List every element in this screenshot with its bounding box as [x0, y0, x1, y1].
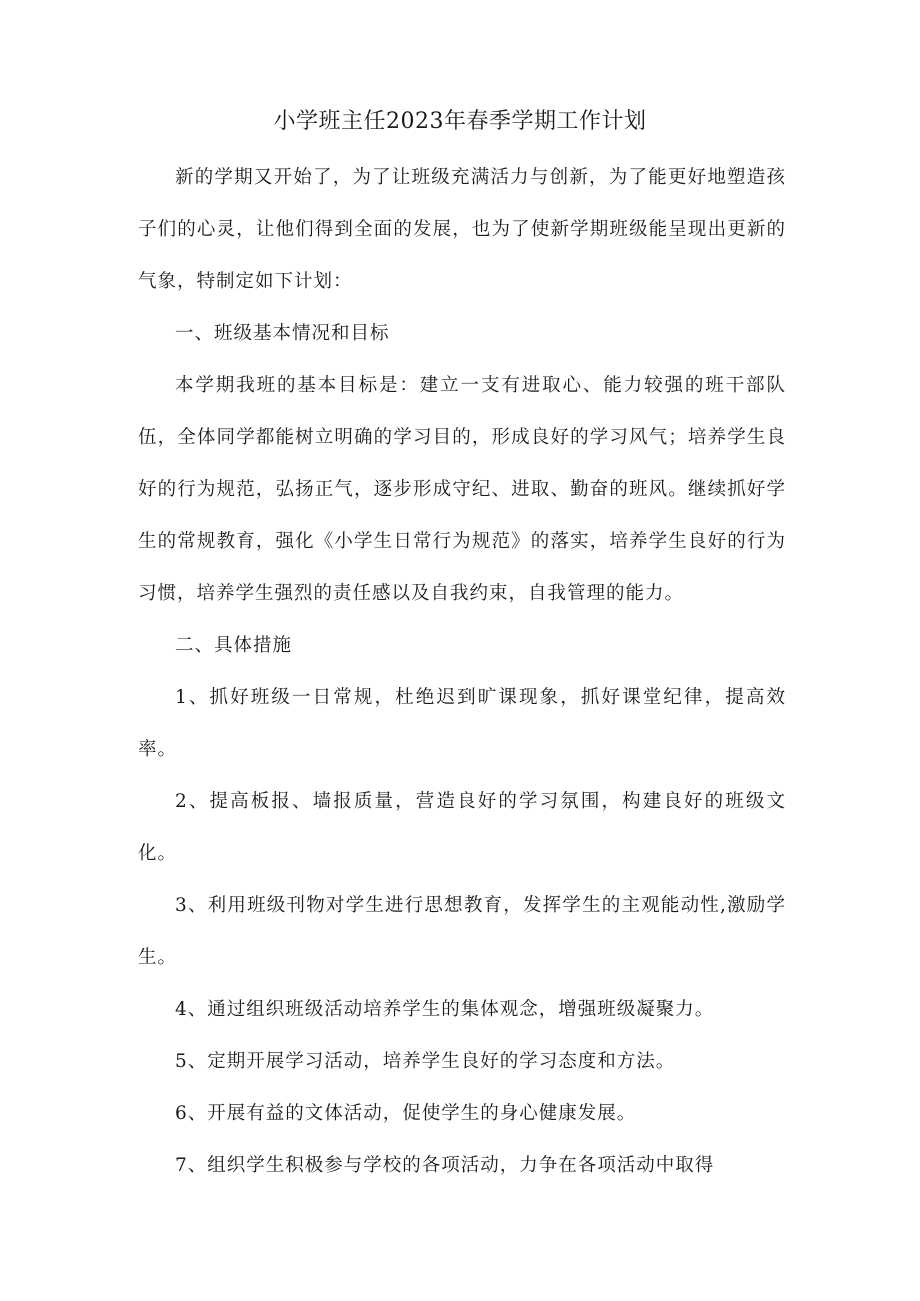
measure-item-2: 2、提高板报、墙报质量，营造良好的学习氛围，构建良好的班级文化。: [138, 791, 786, 864]
document-title: 小学班主任2023年春季学期工作计划: [273, 109, 647, 134]
section-heading-measures: 二、具体措施: [175, 635, 293, 656]
measure-item-5: 5、定期开展学习活动，培养学生良好的学习态度和方法。: [175, 1051, 676, 1072]
goals-paragraph: 本学期我班的基本目标是：建立一支有进取心、能力较强的班干部队伍，全体同学都能树立明确的学习目的，形成良好的学习风气；培养学生良好的行为规范，弘扬正气，逐步形成守纪、进取、勤奋的班风。继续抓好学生的常规教育，强化《小学生日常行为规范》的落实，培养学生良好的行为习惯，培养学生强烈的责任感以及自我约束，自我管理的能力。: [138, 375, 786, 604]
document-body: [138, 152, 786, 1192]
intro-paragraph: 新的学期又开始了，为了让班级充满活力与创新，为了能更好地塑造孩子们的心灵，让他们得到全面的发展，也为了使新学期班级能呈现出更新的气象，特制定如下计划：: [138, 167, 786, 292]
measure-item-1: 1、抓好班级一日常规，杜绝迟到旷课现象，抓好课堂纪律，提高效率。: [138, 687, 786, 760]
measure-item-4: 4、通过组织班级活动培养学生的集体观念，增强班级凝聚力。: [175, 999, 715, 1020]
measure-item-3: 3、利用班级刊物对学生进行思想教育，发挥学生的主观能动性,激励学生。: [138, 895, 786, 968]
section-heading-basic-situation: 一、班级基本情况和目标: [175, 323, 390, 344]
measure-item-6: 6、开展有益的文体活动，促使学生的身心健康发展。: [175, 1103, 637, 1124]
measure-item-7: 7、组织学生积极参与学校的各项活动，力争在各项活动中取得: [175, 1155, 715, 1176]
